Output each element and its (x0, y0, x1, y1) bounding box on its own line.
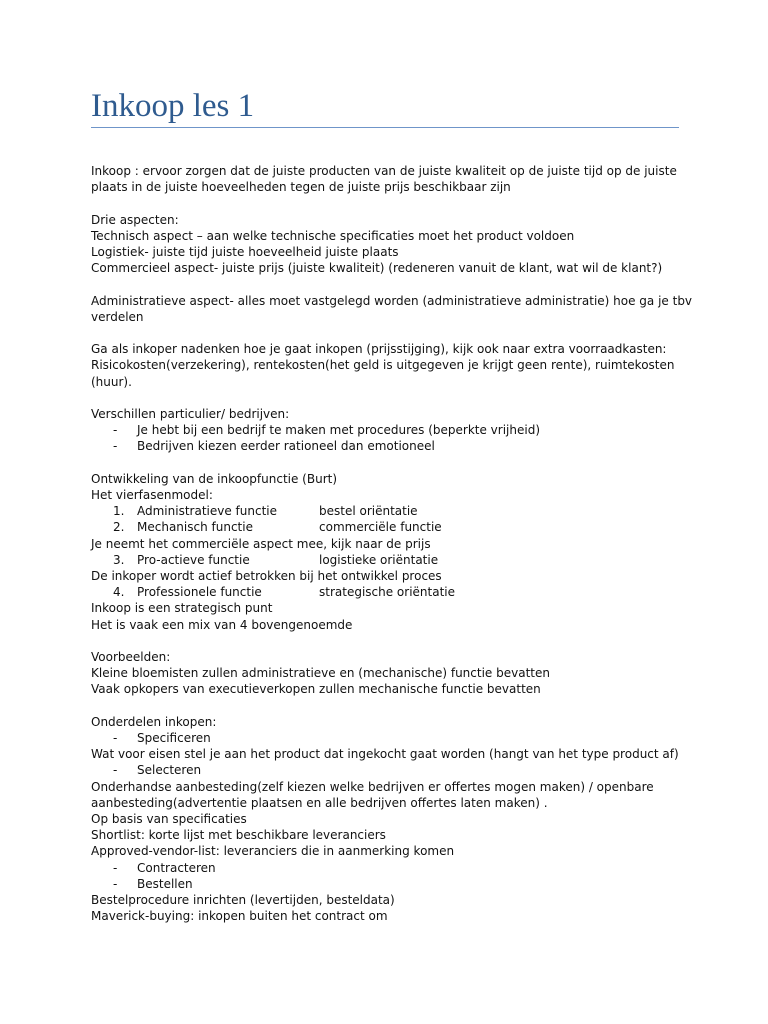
aspect-line: Commercieel aspect- juiste prijs (juiste kwaliteit) (redeneren vanuit de klant, wat wil de klant?) (91, 261, 663, 276)
parts-text-line: Onderhandse aanbesteding(zelf kiezen welke bedrijven er offertes mogen maken) / openbare (91, 779, 654, 794)
parts-text-line: Maverick-buying: inkopen buiten het contract om (91, 909, 388, 924)
parts-text-line: Shortlist: korte lijst met beschikbare leveranciers (91, 828, 386, 843)
phase-number: 1. (113, 504, 125, 519)
phase-note: Inkoop is een strategisch punt (91, 601, 273, 616)
paragraph-gap (91, 195, 691, 211)
bullet-marker: - (113, 763, 118, 778)
bullet-marker: - (113, 860, 118, 875)
example-line: Kleine bloemisten zullen administratieve en (mechanische) functie bevatten (91, 666, 550, 681)
phase-item (91, 519, 691, 535)
page-title: Inkoop les 1 (91, 88, 255, 124)
list-item (91, 876, 691, 892)
list-item-text: Specificeren (137, 731, 211, 745)
aspect-line: Logistiek- juiste tijd juiste hoeveelheid juiste plaats (91, 245, 399, 259)
phase-function: Mechanisch functie (137, 520, 253, 535)
phase-note: Het is vaak een mix van 4 bovengenoemde (91, 617, 353, 632)
list-item-text: Bedrijven kiezen eerder rationeel dan emotioneel (137, 439, 435, 454)
parts-heading: Onderdelen inkopen: (91, 714, 217, 729)
parts-text-line: Bestelprocedure inrichten (levertijden, besteldata) (91, 893, 395, 908)
phase-orientation: strategische oriëntatie (319, 585, 456, 600)
aspect-line: Technisch aspect – aan welke technische specificaties moet het product voldoen (91, 228, 575, 243)
paragraph-gap (91, 276, 691, 292)
list-item-text: Je hebt bij een bedrijf te maken met procedures (beperkte vrijheid) (137, 423, 541, 438)
admin-line: verdelen (91, 309, 144, 324)
list-item-text: Bestellen (137, 876, 193, 891)
list-item (91, 422, 691, 438)
phase-note: De inkoper wordt actief betrokken bij het ontwikkel proces (91, 569, 442, 583)
development-heading: Ontwikkeling van de inkoopfunctie (Burt) (91, 471, 338, 486)
paragraph-gap (91, 455, 691, 471)
bullet-marker: - (113, 731, 118, 745)
parts-text-line: Wat voor eisen stel je aan het product dat ingekocht gaat worden (hangt van het type product af) (91, 747, 679, 762)
list-item-text: Selecteren (137, 763, 202, 778)
phase-number: 3. (113, 552, 125, 567)
costs-line: (huur). (91, 374, 132, 389)
paragraph-gap (91, 325, 691, 341)
model-heading: Het vierfasenmodel: (91, 487, 213, 502)
list-item-text: Contracteren (137, 860, 216, 875)
aspects-heading: Drie aspecten: (91, 212, 179, 227)
costs-line: Ga als inkoper nadenken hoe je gaat inkopen (prijsstijging), kijk ook naar extra voorraadkasten: (91, 342, 667, 357)
intro-line: plaats in de juiste hoeveelheden tegen de juiste prijs beschikbaar zijn (91, 180, 511, 195)
costs-line: Risicokosten(verzekering), rentekosten(het geld is uitgegeven je krijgt geen rente), ruimtekosten (91, 358, 675, 373)
list-item (91, 730, 691, 746)
paragraph-gap (91, 633, 691, 649)
phase-orientation: commerciële functie (319, 520, 442, 535)
phase-item (91, 503, 691, 519)
phase-item (91, 552, 691, 568)
document-body (91, 163, 691, 924)
phase-function: Professionele functie (137, 585, 262, 600)
phase-orientation: bestel oriëntatie (319, 504, 418, 519)
title-underline (91, 127, 679, 128)
parts-text-line: Op basis van specificaties (91, 812, 247, 827)
phase-orientation: logistieke oriëntatie (319, 552, 439, 567)
differences-heading: Verschillen particulier/ bedrijven: (91, 406, 290, 421)
parts-text-line: aanbesteding(advertentie plaatsen en alle bedrijven offertes laten maken) . (91, 795, 548, 810)
list-item (91, 762, 691, 778)
paragraph-gap (91, 698, 691, 714)
phase-function: Administratieve functie (137, 504, 277, 519)
admin-line: Administratieve aspect- alles moet vastgelegd worden (administratieve administratie) hoe ga je tbv (91, 293, 693, 308)
phase-note: Je neemt het commerciële aspect mee, kijk naar de prijs (91, 536, 431, 551)
list-item (91, 860, 691, 876)
parts-text-line: Approved-vendor-list: leveranciers die in aanmerking komen (91, 844, 455, 859)
bullet-marker: - (113, 423, 118, 438)
intro-line: Inkoop : ervoor zorgen dat de juiste producten van de juiste kwaliteit op de juiste tijd op de juiste (91, 164, 677, 178)
phase-number: 4. (113, 585, 125, 600)
phase-item (91, 584, 691, 600)
bullet-marker: - (113, 876, 118, 891)
example-line: Vaak opkopers van executieverkopen zullen mechanische functie bevatten (91, 682, 541, 697)
paragraph-gap (91, 390, 691, 406)
phase-number: 2. (113, 520, 125, 535)
list-item (91, 438, 691, 454)
examples-heading: Voorbeelden: (91, 650, 171, 664)
bullet-marker: - (113, 439, 118, 454)
phase-function: Pro-actieve functie (137, 552, 250, 567)
